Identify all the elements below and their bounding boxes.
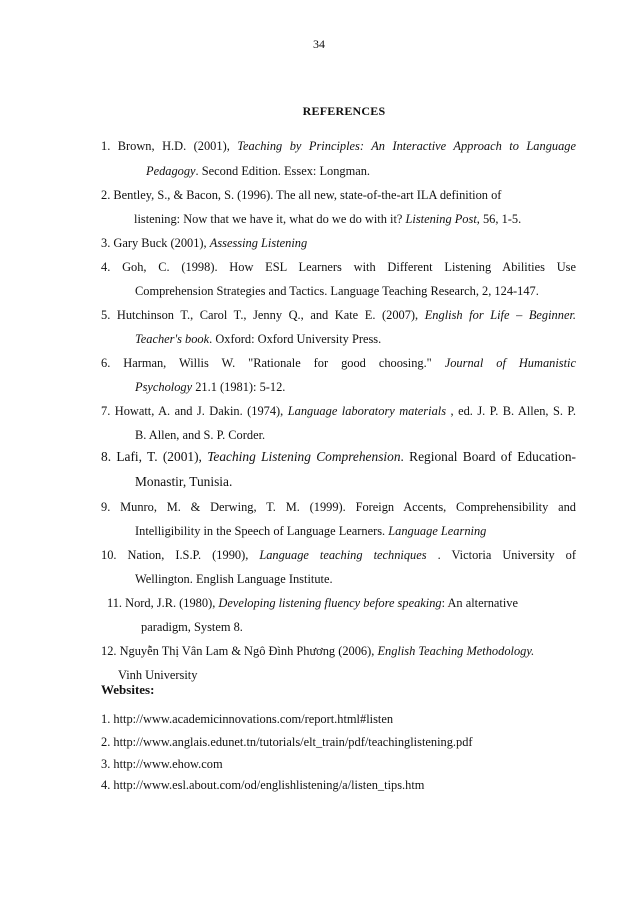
reference-1-line-1: 1. Brown, H.D. (2001), Teaching by Principles: An Interactive Approach to Language	[101, 139, 576, 153]
reference-8-line-2: Monastir, Tunisia.	[135, 474, 233, 489]
website-link-2[interactable]: 2. http://www.anglais.edunet.tn/tutorials/elt_train/pdf/teachinglistening.pdf	[101, 735, 473, 749]
reference-2-line-2: listening: Now that we have it, what do we do with it? Listening Post, 56, 1-5.	[134, 212, 522, 226]
website-link-3[interactable]: 3. http://www.ehow.com	[101, 757, 223, 771]
reference-1-line-2: Pedagogy. Second Edition. Essex: Longman.	[146, 164, 371, 178]
references-heading: REFERENCES	[302, 104, 386, 118]
reference-6-line-1: 6. Harman, Willis W. "Rationale for good choosing." Journal of Humanistic	[101, 356, 576, 370]
reference-10-line-2: Wellington. English Language Institute.	[135, 572, 333, 586]
reference-8-line-1: 8. Lafi, T. (2001), Teaching Listening Comprehension. Regional Board of Education-	[101, 449, 576, 464]
reference-6-line-2: Psychology 21.1 (1981): 5-12.	[135, 380, 286, 394]
reference-3: 3. Gary Buck (2001), Assessing Listening	[101, 236, 308, 250]
reference-4-line-1: 4. Goh, C. (1998). How ESL Learners with Different Listening Abilities Use	[101, 260, 576, 274]
reference-9-line-2: Intelligibility in the Speech of Language Learners. Language Learning	[135, 524, 487, 538]
reference-7-line-2: B. Allen, and S. P. Corder.	[135, 428, 266, 442]
page-number: 34	[313, 37, 325, 51]
website-link-1[interactable]: 1. http://www.academicinnovations.com/report.html#listen	[101, 712, 394, 726]
reference-12-line-1: 12. Nguyễn Thị Vân Lam & Ngô Đình Phương (2006), English Teaching Methodology.	[101, 644, 535, 658]
reference-2-line-1: 2. Bentley, S., & Bacon, S. (1996). The all new, state-of-the-art ILA definition of	[101, 188, 502, 202]
reference-4-line-2: Comprehension Strategies and Tactics. Language Teaching Research, 2, 124-147.	[135, 284, 539, 298]
reference-7-line-1: 7. Howatt, A. and J. Dakin. (1974), Language laboratory materials , ed. J. P. B. Allen, S. P.	[101, 404, 577, 418]
reference-5-line-1: 5. Hutchinson T., Carol T., Jenny Q., and Kate E. (2007), English for Life – Beginner.	[101, 308, 576, 322]
reference-5-line-2: Teacher's book. Oxford: Oxford University Press.	[135, 332, 382, 346]
reference-9-line-1: 9. Munro, M. & Derwing, T. M. (1999). Foreign Accents, Comprehensibility and	[101, 500, 576, 514]
reference-10-line-1: 10. Nation, I.S.P. (1990), Language teaching techniques . Victoria University of	[101, 548, 576, 562]
website-link-4[interactable]: 4. http://www.esl.about.com/od/englishlistening/a/listen_tips.htm	[101, 778, 425, 792]
reference-11-line-1: 11. Nord, J.R. (1980), Developing listening fluency before speaking: An alternative	[107, 596, 518, 610]
reference-11-line-2: paradigm, System 8.	[141, 620, 243, 634]
reference-12-line-2: Vinh University	[118, 668, 198, 682]
websites-heading: Websites:	[101, 682, 155, 697]
